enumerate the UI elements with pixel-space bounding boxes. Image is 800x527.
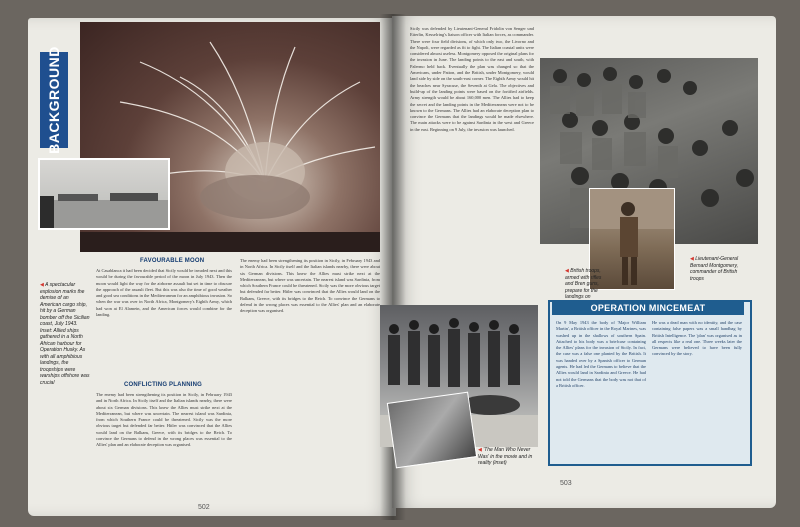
subhead-favourable-moon: FAVOURABLE MOON: [140, 258, 205, 264]
left-column-1-text: At Casablanca it had been decided that Sicily would be invaded next and this would be during the favourable period of the moon in July 1943. Then the moon would light the way for the airborne assault but set in time to obscure the approach of the assault fleet. But this was also the time of good weather and good sea conditions in the Mediterranean for an amphibious invasion. So when the war was over in North Africa, Montgomery's Eighth Army, which had won at El Alamein, and the American forces would combine for the landing.: [96, 268, 232, 318]
subhead-conflicting-planning: CONFLICTING PLANNING: [124, 382, 202, 388]
explosion-caption: [40, 282, 90, 386]
mincemeat-column-1-text: On 9 May 1943 the body of 'Major William Martin', a British officer in the Royal Marines, was washed up in the shallows of southern Spain. Attached to his body was a briefcase containing the Allies' plans for the invasion of Sicily. In fact, the case was a false one planted by the British. It was handed over by a Spanish officer to German agents. He had led the Germans to believe that the Allies would land in Sardinia and Greece. He had not told the Germans that the body was not that of a British officer.: [556, 320, 646, 388]
explosion-caption-text: A spectacular explosion marks the demise of an American cargo ship, hit by a German bomber off the Sicilian coast, July 1943. Inset: Allied ships gathered in a North African harbour for Operation Husky. As with all amphibious landings, the troopships were warships offshore was crucial: [40, 282, 90, 386]
section-tab-label: BACKGROUND: [46, 46, 62, 154]
page-number-left: 502: [198, 504, 210, 511]
mincemeat-caption: [478, 447, 542, 467]
troops-caption-text: British troops, armed with rifles and Bren guns, prepare for the landings on: [565, 268, 602, 300]
right-column-1-text: Sicily was defended by Lieutenant-General Fridolin von Senger und Etterlin, Kesselring's liaison officer with Italian forces, as commander. There were four field divisions, of which only two, the Livorno and the Napoli, were regarded as fit to fight. The Italian coastal units were considered almost useless. Montgomery opposed the original plans for the invasion in June. The landing points to the east and south, with Palermo held back. Eventually the plan was changed so that the Americans, under Patton, and the British, under Montgomery, would land side by side on the south-east corner. The Eighth Army would hit the beaches near Syracuse, the Seventh at Gela. The objectives and build-up of the landing points were based on the fortified airfields. Army strength would be about 160,000 men. The Allies had to keep the secret and the landing points in the Mediterranean were not to be known to the Germans. The Allies had an elaborate deception plan to convince the Germans that the landings would be made elsewhere. The main attacks were to be against Sardinia in the west and Greece in the east. Beginning on 9 July, the invasion was launched.: [410, 26, 534, 132]
page-number-right: 503: [560, 480, 572, 487]
section-tab: [40, 46, 68, 154]
left-column-2-text: The enemy had been strengthening its position in Sicily, in February 1943 and in North Africa. In Sicily itself and the Italian islands nearby, there were about six German divisions. This knew the Allies must strike next at the Mediterranean, but where was uncertain. The nearest island was Sardinia, from which Southern France could be threatened. Sicily was the more obvious target but defended far better. Hitler was convinced that the Allies would land on the Balkans, Greece, with its bridges to the Reich. To convince the Germans to defend in the wrong places was essential to the Allies' plan and an elaborate deception was organised.: [96, 392, 232, 448]
caption-marker-icon: ◀: [40, 282, 44, 288]
mincemeat-column-2-text: He was a dead man with no identity, and the case containing false papers was a small handbag by British Intelligence. The 'plan' was organised as in all respects like a real one. Three weeks later the Germans were believed to have been fully convinced by the story.: [652, 320, 742, 357]
mincemeat-caption-text: 'The Man Who Never Was' in the movie and in reality (inset): [478, 447, 533, 466]
mincemeat-inset-photo: [387, 392, 477, 469]
caption-marker-icon: ◀: [690, 256, 694, 262]
caption-marker-icon: ◀: [565, 268, 569, 274]
caption-marker-icon: ◀: [478, 447, 482, 453]
mincemeat-title: OPERATION MINCEMEAT: [552, 302, 744, 315]
harbour-inset-photo: [38, 158, 170, 230]
montgomery-caption: [690, 256, 748, 282]
montgomery-caption-text: Lieutenant-General Bernard Montgomery, commander of British troops: [690, 256, 739, 282]
left-column-3-text: The enemy had been strengthening its position in Sicily, in February 1943 and in North Africa. In Sicily itself and the Italian islands nearby, there were about six German divisions. This knew the Allies must strike next at the Mediterranean, but where was uncertain. The nearest island was Sardinia, from which Southern France could be threatened. Sicily was the more obvious target but defended far better. Hitler was convinced that the Allies would land on the Balkans, Greece, with its bridges to the Reich. To convince the Germans to defend in the wrong places was essential to the Allies' plan and an elaborate deception was organised.: [240, 258, 380, 314]
